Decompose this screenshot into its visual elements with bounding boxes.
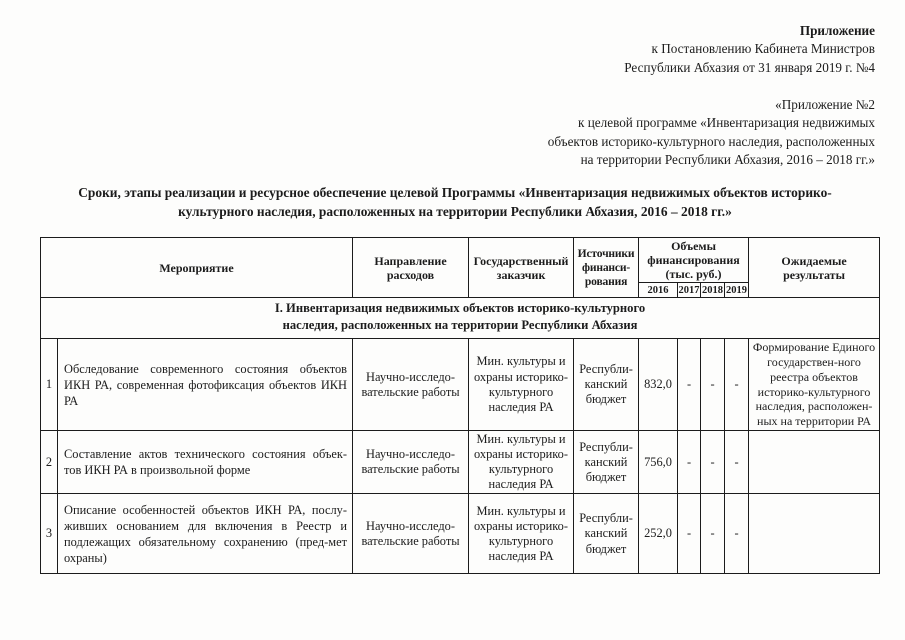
appendix2-note <box>548 96 875 170</box>
amount-2019-cell: - <box>725 339 749 431</box>
appendix-note-line: Приложение <box>799 23 875 38</box>
row-number: 3 <box>41 494 58 574</box>
amount-2017-cell: - <box>678 339 701 431</box>
col-header-year-2017: 2017 <box>678 284 700 296</box>
amount-2016-cell: 832,0 <box>639 339 678 431</box>
appendix-note-line: Республики Абхазия от 31 января 2019 г. №4 <box>624 59 875 75</box>
activity-cell: Составление актов технического состояния объек-тов ИКН РА в произвольной форме <box>58 430 353 494</box>
amount-2018-cell: - <box>701 494 725 574</box>
activity-cell: Описание особенностей объектов ИКН РА, послу-живших основанием для включения в Реестр и подлежащих обязательному сохранению (пред-мет охраны) <box>58 494 353 574</box>
appendix-note <box>624 22 875 77</box>
col-header-year-2018: 2018 <box>702 284 724 296</box>
expected-results-cell <box>749 430 880 494</box>
expense-direction-cell: Научно-исследо-вательские работы <box>353 339 469 431</box>
program-table <box>40 237 880 574</box>
col-header-activity: Мероприятие <box>41 238 353 298</box>
appendix2-note-line: к целевой программе «Инвентаризация недвижимых <box>578 115 875 131</box>
expected-results-cell <box>749 494 880 574</box>
activity-cell: Обследование современного состояния объектов ИКН РА, современная фотофиксация объектов ИКН РА <box>58 339 353 431</box>
col-header-funding-sources: Источники финанси-рования <box>574 238 639 298</box>
state-customer-cell: Мин. культуры и охраны историко-культурного наследия РА <box>469 339 574 431</box>
amount-2018-cell: - <box>701 339 725 431</box>
appendix2-note-line: на территории Республики Абхазия, 2016 – 2018 гг.» <box>580 152 875 168</box>
amount-2016-cell: 756,0 <box>639 430 678 494</box>
col-header-state-customer: Государственный заказчик <box>469 238 574 298</box>
col-header-expense-direction: Направление расходов <box>353 238 469 298</box>
section-header <box>41 298 880 339</box>
amount-2016-cell: 252,0 <box>639 494 678 574</box>
section-header-line: I. Инвентаризация недвижимых объектов историко-культурного <box>274 301 646 316</box>
section-header-row <box>41 298 880 339</box>
table-row <box>41 430 880 494</box>
appendix2-note-line: объектов историко-культурного наследия, расположенных <box>547 133 875 149</box>
funding-source-cell: Республи-канский бюджет <box>574 430 639 494</box>
table-row <box>41 339 880 431</box>
col-header-year-2019: 2019 <box>726 284 748 296</box>
state-customer-cell: Мин. культуры и охраны историко-культурного наследия РА <box>469 430 574 494</box>
appendix2-note-line: «Приложение №2 <box>775 97 875 112</box>
amount-2017-cell: - <box>678 430 701 494</box>
expense-direction-cell: Научно-исследо-вательские работы <box>353 494 469 574</box>
col-header-funding-volume: Объемы финансирования (тыс. руб.) <box>639 238 749 283</box>
amount-2017-cell: - <box>678 494 701 574</box>
document-title: Сроки, этапы реализации и ресурсное обеспечение целевой Программы «Инвентаризация недвижимых объектов историко-культурного наследия, расположенных на территории Республики Абхазия, 2016 – 2018 гг.» <box>78 185 832 219</box>
amount-2019-cell: - <box>725 494 749 574</box>
expected-results-cell: Формирование Единого государствен-ного реестра объектов историко-культурного наследия, расположен-ных на территории РА <box>749 339 880 431</box>
appendix-note-line: к Постановлению Кабинета Министров <box>651 41 875 57</box>
table-row <box>41 494 880 574</box>
expense-direction-cell: Научно-исследо-вательские работы <box>353 430 469 494</box>
section-header-line: наследия, расположенных на территории Республики Абхазия <box>282 318 638 333</box>
col-header-year-2016: 2016 <box>639 283 678 298</box>
funding-source-cell: Республи-канский бюджет <box>574 339 639 431</box>
funding-source-cell: Республи-канский бюджет <box>574 494 639 574</box>
amount-2018-cell: - <box>701 430 725 494</box>
row-number: 1 <box>41 339 58 431</box>
state-customer-cell: Мин. культуры и охраны историко-культурного наследия РА <box>469 494 574 574</box>
row-number: 2 <box>41 430 58 494</box>
amount-2019-cell: - <box>725 430 749 494</box>
col-header-expected-results: Ожидаемые результаты <box>749 238 880 298</box>
